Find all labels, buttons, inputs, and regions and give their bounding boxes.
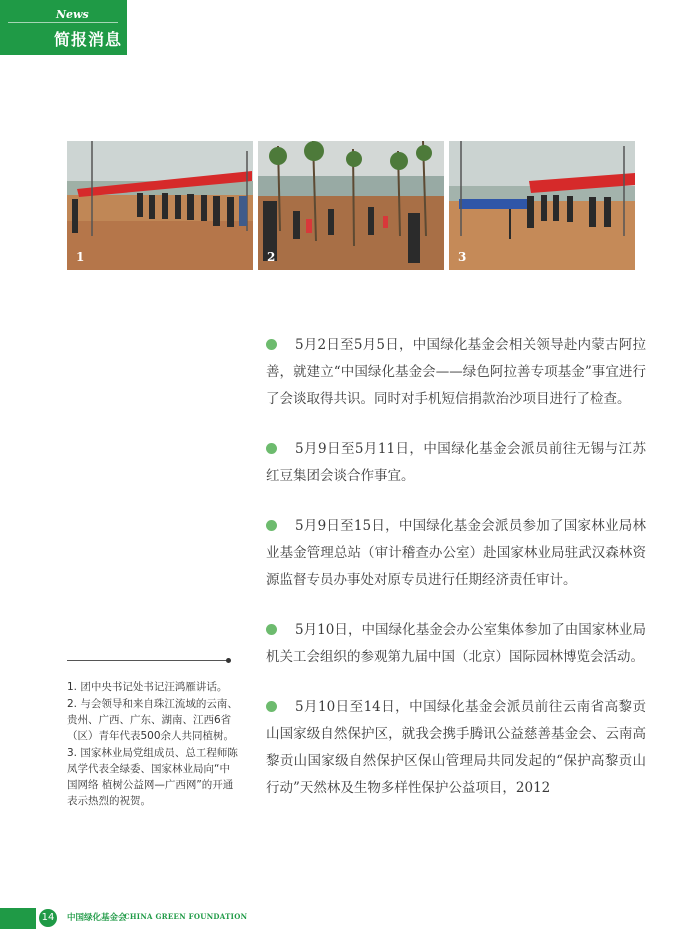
photo-caption: 3. 国家林业局党组成员、总工程师陈凤学代表全绿委、国家林业局向“中国网络 植树公益网—广西网”的开通表示热烈的祝贺。 [67,747,238,807]
bullet-dot-icon [266,520,277,531]
section-header [0,0,127,55]
news-items [266,318,646,825]
photo-captions [67,679,239,810]
photo-1 [67,141,253,270]
photo-number: 3 [458,250,467,264]
caption-divider [67,660,229,661]
news-item [266,513,646,594]
photo-caption: 1. 团中央书记处书记汪鸿雁讲话。 [67,681,228,693]
section-label-cn: 简报消息 [54,30,123,49]
news-item [266,436,646,490]
photo-number: 1 [76,250,85,264]
section-label-en: News [56,8,89,21]
news-item-text: 5月10日，中国绿化基金会办公室集体参加了由国家林业局机关工会组织的参观第九届中国（北京）国际园林博览会活动。 [266,621,646,665]
bullet-dot-icon [266,701,277,712]
page-number: 14 [37,907,59,929]
caption-divider-dot [226,658,231,663]
photo-number: 2 [267,250,276,264]
news-item-text: 5月9日至15日，中国绿化基金会派员参加了国家林业局林业基金管理总站（审计稽查办公室）赴国家林业局驻武汉森林资源监督专员办事处对原专员进行任期经济责任审计。 [266,517,646,588]
bullet-dot-icon [266,339,277,350]
news-item [266,332,646,413]
header-divider [8,22,118,23]
news-item-text: 5月9日至5月11日，中国绿化基金会派员前往无锡与江苏红豆集团会谈合作事宜。 [266,440,646,484]
photo-caption: 2. 与会领导和来自珠江流域的云南、贵州、广西、广东、湖南、江西6省（区）青年代表500余人共同植树。 [67,698,238,742]
photo-2 [258,141,444,270]
news-item [266,617,646,671]
footer-org-en: CHINA GREEN FOUNDATION [124,912,248,921]
photo-3 [449,141,635,270]
footer-bar [0,908,36,929]
bullet-dot-icon [266,443,277,454]
news-item-text: 5月2日至5月5日，中国绿化基金会相关领导赴内蒙古阿拉善，就建立“中国绿化基金会——绿色阿拉善专项基金”事宜进行了会谈取得共识。同时对手机短信捐款治沙项目进行了检查。 [266,336,646,407]
news-item-text: 5月10日至14日，中国绿化基金会派员前往云南省高黎贡山国家级自然保护区，就我会携手腾讯公益慈善基金会、云南高黎贡山国家级自然保护区保山管理局共同发起的“保护高黎贡山行动”天然林及生物多样性保护公益项目，2012 [266,698,646,796]
footer-org-cn: 中国绿化基金会 [67,913,127,923]
news-item [266,694,646,802]
bullet-dot-icon [266,624,277,635]
